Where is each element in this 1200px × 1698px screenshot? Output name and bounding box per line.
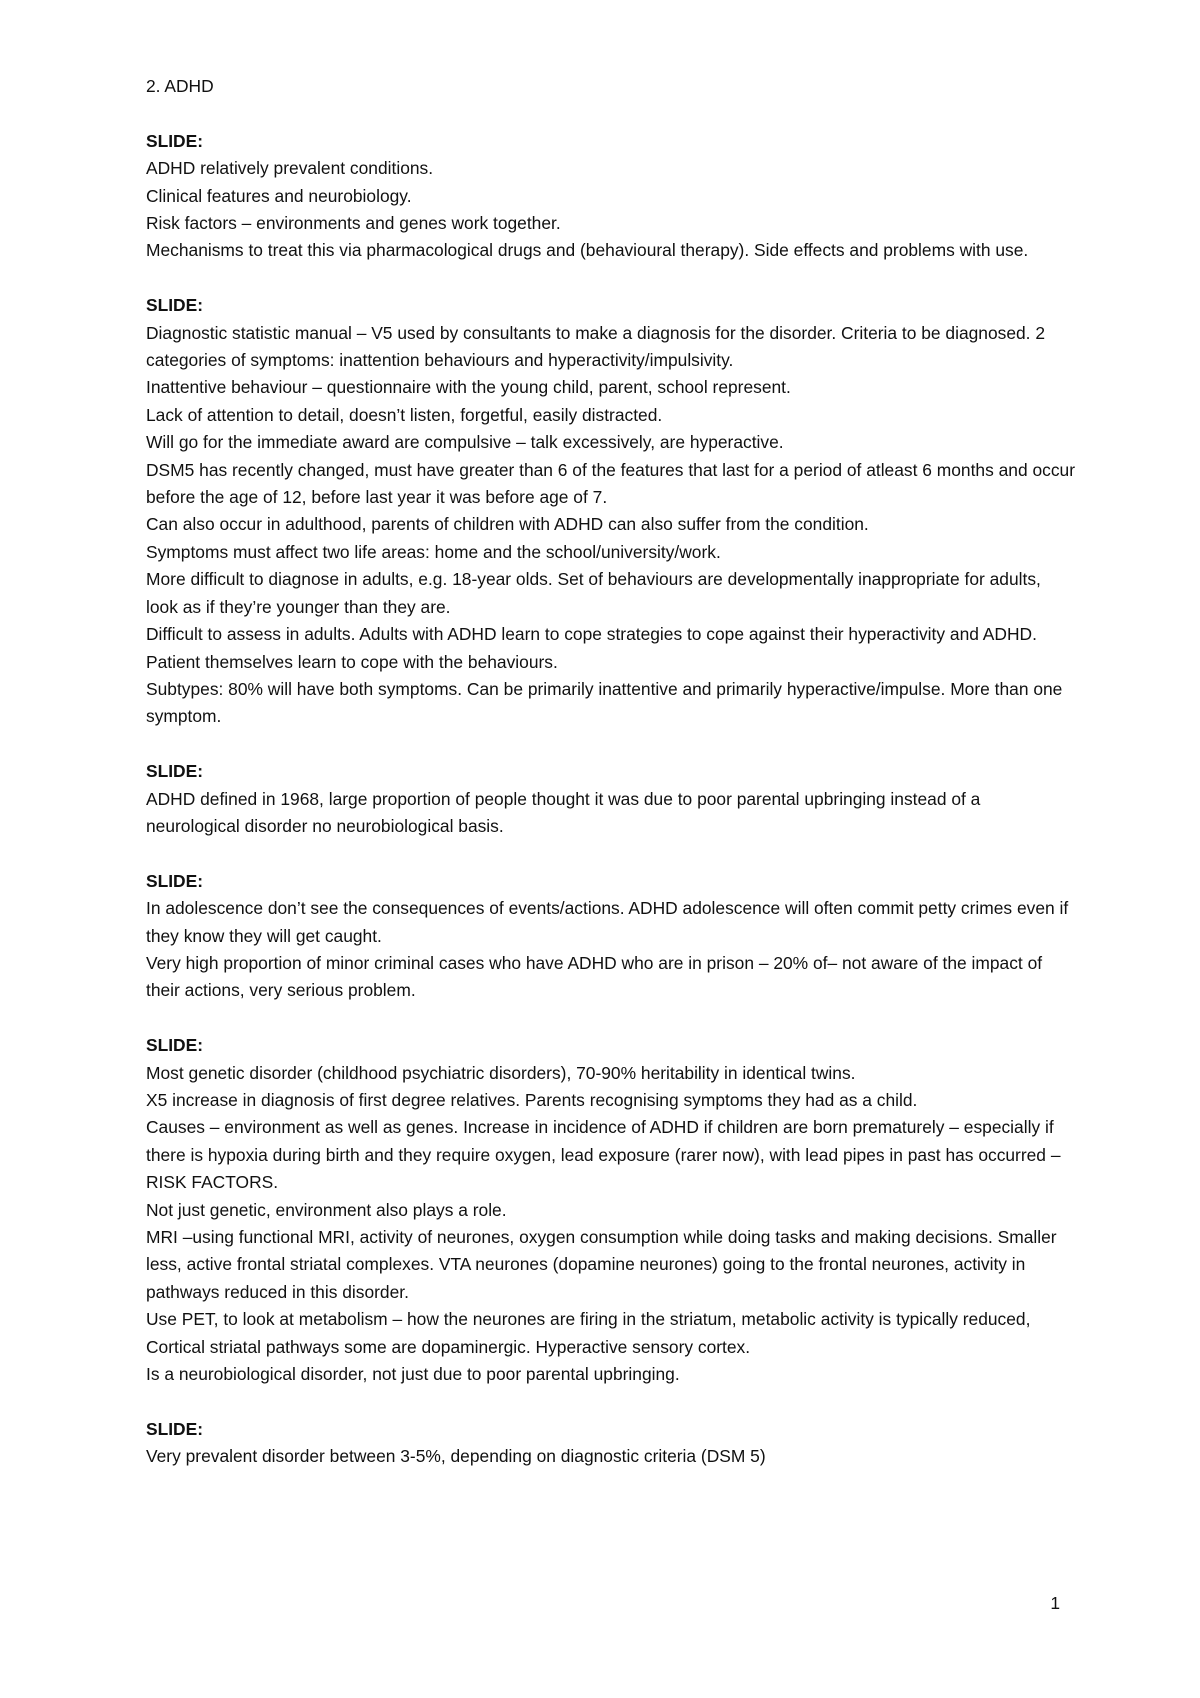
slide-text-line: Clinical features and neurobiology. [146, 185, 412, 206]
slide-section [146, 292, 1076, 731]
slide-text-line: Difficult to assess in adults. Adults with ADHD learn to cope strategies to cope against their hyperactivity and ADHD. Patient themselves learn to cope with the behaviours. [146, 624, 1037, 672]
slide-text-line: Not just genetic, environment also plays a role. [146, 1199, 507, 1220]
slide-section [146, 1032, 1076, 1388]
slide-text-line: ADHD defined in 1968, large proportion of people thought it was due to poor parental upbringing instead of a neurological disorder no neurobiological basis. [146, 788, 981, 836]
slide-text-line: MRI –using functional MRI, activity of neurones, oxygen consumption while doing tasks and making decisions. Smaller less, active frontal striatal complexes. VTA neurones (dopamine neurones) going to the frontal neurones, activity in pathways reduced in this disorder. [146, 1226, 1057, 1302]
slide-section [146, 1416, 1076, 1471]
slide-text-line: Use PET, to look at metabolism – how the neurones are firing in the striatum, metabolic activity is typically reduced, Cortical striatal pathways some are dopaminergic. Hyperactive sensory cortex. [146, 1309, 1031, 1357]
slide-section [146, 758, 1076, 840]
slide-text-line: Subtypes: 80% will have both symptoms. Can be primarily inattentive and primarily hyperactive/impulse. More than one symptom. [146, 678, 1063, 727]
slide-text-line: Is a neurobiological disorder, not just due to poor parental upbringing. [146, 1364, 680, 1385]
slide-text-line: In adolescence don’t see the consequences of events/actions. ADHD adolescence will often commit petty crimes even if they know they will get caught. [146, 898, 1069, 946]
slide-text-line: DSM5 has recently changed, must have greater than 6 of the features that last for a period of atleast 6 months and occur before the age of 12, before last year it was before age of 7. [146, 459, 1075, 508]
slide-text-line: Lack of attention to detail, doesn’t listen, forgetful, easily distracted. [146, 404, 663, 425]
slide-text-line: Risk factors – environments and genes work together. [146, 213, 561, 234]
slide-heading: SLIDE: [146, 130, 204, 151]
slide-text-line: Can also occur in adulthood, parents of children with ADHD can also suffer from the condition. [146, 514, 869, 535]
document-title: 2. ADHD [146, 76, 214, 96]
slide-heading: SLIDE: [146, 1035, 204, 1056]
page-number: 1 [1050, 1593, 1060, 1613]
slide-text-line: Symptoms must affect two life areas: home and the school/university/work. [146, 541, 721, 562]
slide-text-line: More difficult to diagnose in adults, e.g. 18-year olds. Set of behaviours are developmentally inappropriate for adults, look as if they’re younger than they are. [146, 569, 1041, 617]
slide-heading: SLIDE: [146, 761, 204, 782]
document-body [146, 73, 1076, 1498]
slide-text-line: Very prevalent disorder between 3-5%, depending on diagnostic criteria (DSM 5) [146, 1446, 766, 1467]
slide-text-line: Very high proportion of minor criminal cases who have ADHD who are in prison – 20% of– not aware of the impact of their actions, very serious problem. [146, 952, 1043, 1001]
slide-text-line: X5 increase in diagnosis of first degree relatives. Parents recognising symptoms they had as a child. [146, 1089, 918, 1110]
slide-heading: SLIDE: [146, 1418, 204, 1439]
slide-section [146, 868, 1076, 1005]
slide-text-line: Most genetic disorder (childhood psychiatric disorders), 70-90% heritability in identical twins. [146, 1062, 856, 1083]
slide-text-line: Mechanisms to treat this via pharmacological drugs and (behavioural therapy). Side effects and problems with use. [146, 240, 1029, 261]
slide-text-line: Inattentive behaviour – questionnaire with the young child, parent, school represent. [146, 377, 791, 398]
slide-section [146, 128, 1076, 265]
slide-text-line: Causes – environment as well as genes. Increase in incidence of ADHD if children are born prematurely – especially if there is hypoxia during birth and they require oxygen, lead exposure (rarer now), with lead pipes in past has occurred – RISK FACTORS. [146, 1117, 1061, 1193]
slide-text-line: Diagnostic statistic manual – V5 used by consultants to make a diagnosis for the disorder. Criteria to be diagnosed. 2 categories of symptoms: inattention behaviours and hyperactivity/impulsivity. [146, 322, 1046, 371]
slide-heading: SLIDE: [146, 870, 204, 891]
slide-heading: SLIDE: [146, 295, 204, 316]
slide-text-line: ADHD relatively prevalent conditions. [146, 158, 434, 179]
slides-container [146, 128, 1076, 1471]
slide-text-line: Will go for the immediate award are compulsive – talk excessively, are hyperactive. [146, 432, 784, 453]
